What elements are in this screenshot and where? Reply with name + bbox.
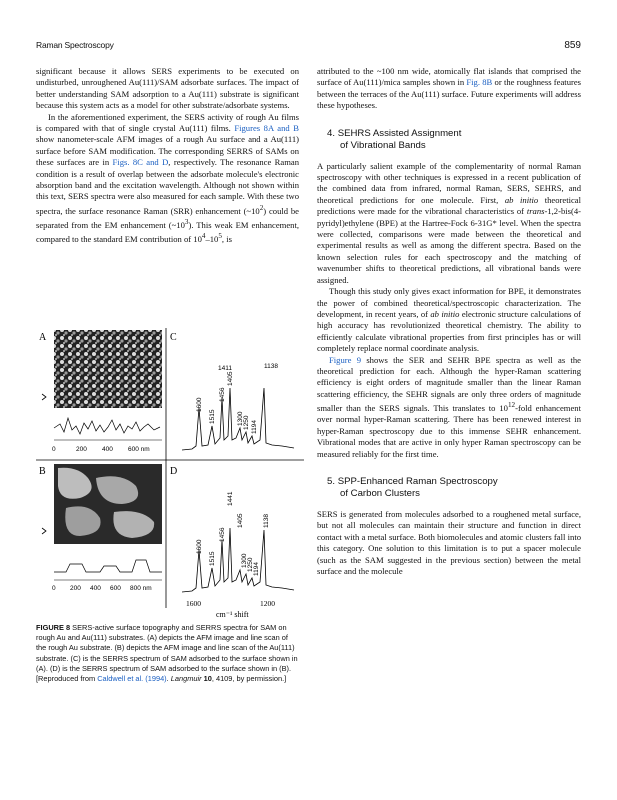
peak-label: 1138: [263, 514, 270, 528]
serrs-spectrum-d: [182, 528, 294, 592]
peak-label: 1456: [219, 387, 226, 402]
peak-label: 1194: [251, 420, 258, 434]
arrow-icon: [42, 528, 46, 534]
peak-label: 1600: [196, 397, 203, 412]
tick-label: 200: [76, 446, 87, 453]
panel-label-b: B: [39, 466, 46, 477]
peak-label: 1250: [243, 415, 250, 430]
line-scan-a: [54, 418, 160, 434]
caption-label: FIGURE 8: [36, 623, 71, 632]
peak-label: 1411: [218, 365, 232, 372]
tick-label: 0: [52, 446, 56, 453]
paragraph: Though this study only gives exact information for BPE, it demonstrates the power of combined theoretical/spectroscopic characterization. The development, in recent years, of ab initio electronic structure calculations of high accuracy has revolutionized theoretical chemistry. The ability to efficiently calculate vibrational properties from first principles has or will completely replace normal coordinate analysis.: [317, 286, 581, 354]
running-head: Raman Spectroscopy: [36, 40, 114, 50]
peak-label: 1138: [264, 363, 278, 370]
section-heading-4: 4. SEHRS Assisted Assignment of Vibrational Bands: [327, 127, 462, 151]
tick-label: 800 nm: [130, 585, 152, 592]
citation-link[interactable]: Caldwell et al. (1994): [97, 674, 167, 684]
tick-label: 600 nm: [128, 446, 150, 453]
arrow-icon: [42, 394, 46, 400]
page-number: 859: [564, 40, 581, 51]
peak-label: 1515: [209, 551, 216, 566]
panel-label-c: C: [170, 332, 177, 343]
paragraph: In the aforementioned experiment, the SERS activity of rough Au films is compared with that of single crystal Au(111) films. Figures 8A and B show nanometer-scale AFM images of a rough Au surface and a Au(111) surface before SAM modification. The corresponding SERRS of SAMs on these surfaces are in Figs. 8C and D, respectively. The resonance Raman condition is a result of overlap between the adsorbate molecule's electronic absorption band and the excitation wavelength. Although not shown within this text, SERS spectra were also measured for each sample. With these two spectra, the surface resonance Raman (SRR) enhancement $(\sim 10^2)$ could be separated from the EM enhancement $(\sim 10^3)$. This weak EM enhancement, compared to the standard EM contribution of $10^4-10^5$, is: [36, 111, 300, 245]
figure-link[interactable]: Figure 9: [329, 354, 362, 365]
figure-8: [36, 328, 304, 618]
panel-label-d: D: [170, 466, 178, 477]
peak-label: 1405: [227, 371, 234, 386]
tick-label: 200: [70, 585, 81, 592]
tick-label: 600: [110, 585, 121, 592]
peak-label: 1456: [219, 527, 226, 542]
paragraph: SERS is generated from molecules adsorbed to a roughened metal surface, but not all molecules can maintain their structure and function in direct contact with a metal surface. Both biomolecules and atomic clusters fall into this category. One solution to this limitation is to put a spacer molecule (such as the SAM suggested in the previous section) between the metal surface and the molecule: [317, 509, 581, 577]
peak-label: 1515: [209, 409, 216, 424]
tick-label: 400: [102, 446, 113, 453]
tick-label: 0: [52, 585, 56, 592]
tick-label: 400: [90, 585, 101, 592]
peak-label: 1250: [247, 557, 254, 572]
peak-label: 1194: [253, 562, 260, 576]
right-column: [317, 66, 581, 577]
left-column: [36, 66, 299, 246]
section-heading-5: 5. SPP-Enhanced Raman Spectroscopy of Carbon Clusters: [327, 476, 498, 500]
paragraph: A particularly salient example of the complementarity of normal Raman spectroscopy with other techniques is expressed in a recent publication of the combined data from infrared, normal Raman, SERS, SEHRS, and theoretical predictions for one molecule. First, ab initio theoretical predictions were made for the vibrational characteristics of trans-1,2-bis(4-pyridyl)ethylene (BPE) at the Hartree-Fock 6-31G* level. When the spectra were collected, comparisons were made between the theoretical and experimental results as well as among the different spectra. Based on the known selection rules for each spectroscopy and the matching of wavenumber shifts to theoretical predictions, all vibrational bands were assigned.: [317, 160, 581, 285]
figure-link[interactable]: Figs. 8C and D: [112, 157, 169, 168]
panel-label-a: A: [39, 332, 47, 343]
figure-caption: FIGURE 8 SERS-active surface topography and SERRS spectra for SAM on rough Au and Au(111) substrates. (A) depicts the AFM image and line scan of the rough Au substrate. (B) depicts the AFM image and line scan of the Au(111) substrate. (C) is the SERRS spectrum of SAM adsorbed to the surface shown in (A). (D) is the SERRS spectrum of SAM adsorbed to the surface shown in (B). [Reproduced from Caldwell et al. (1994). Langmuir 10, 4109, by permission.]: [36, 623, 298, 684]
paragraph: significant because it allows SERS experiments to be executed on undisturbed, unroughened Au(111)/SAM adsorbate surfaces. The impact of better understanding SAM adsorption to a Au(111) substrate is significant because this system acts as a model for other substrate/adsorbate systems.: [36, 66, 299, 111]
figure-8-graphic: [36, 328, 304, 618]
peak-label: 1300: [237, 411, 244, 426]
afm-image-rough: [54, 330, 162, 408]
page-header: [36, 40, 581, 54]
peak-label: 1300: [241, 553, 248, 568]
paragraph: Figure 9 shows the SER and SEHR BPE spectra as well as the theoretical prediction for each. Although the hyper-Raman scattering efficiency is eight orders of magnitude smaller than the linear Raman scattering efficiency, the SEHR signals are only three orders of magnitude smaller than the SERS signals. This translates to $10^{12}$-fold enhancement over normal hyper-Raman scattering. There has been renewed interest in hyper-Raman spectroscopy due to this immense SEHR enhancement. Vibrational modes that are active in only hyper Raman spectroscopy can be measured reliably for the first time.: [317, 354, 581, 459]
x-axis-label: cm⁻¹ shift: [216, 610, 249, 618]
figure-link[interactable]: Fig. 8B: [466, 77, 493, 88]
x-tick-label: 1200: [260, 599, 275, 608]
line-scan-b: [54, 560, 162, 572]
peak-label: 1405: [237, 513, 244, 528]
peak-label: 1441: [227, 491, 234, 506]
peak-label: 1600: [196, 539, 203, 554]
figure-link[interactable]: Figures 8A and B: [234, 123, 299, 134]
x-tick-label: 1600: [186, 599, 201, 608]
paragraph: attributed to the ~100 nm wide, atomically flat islands that comprised the surface of Au(111)/mica samples shown in Fig. 8B or the roughness features between the terraces of the Au(111) surface. Future experiments will address these hypotheses.: [317, 66, 582, 111]
